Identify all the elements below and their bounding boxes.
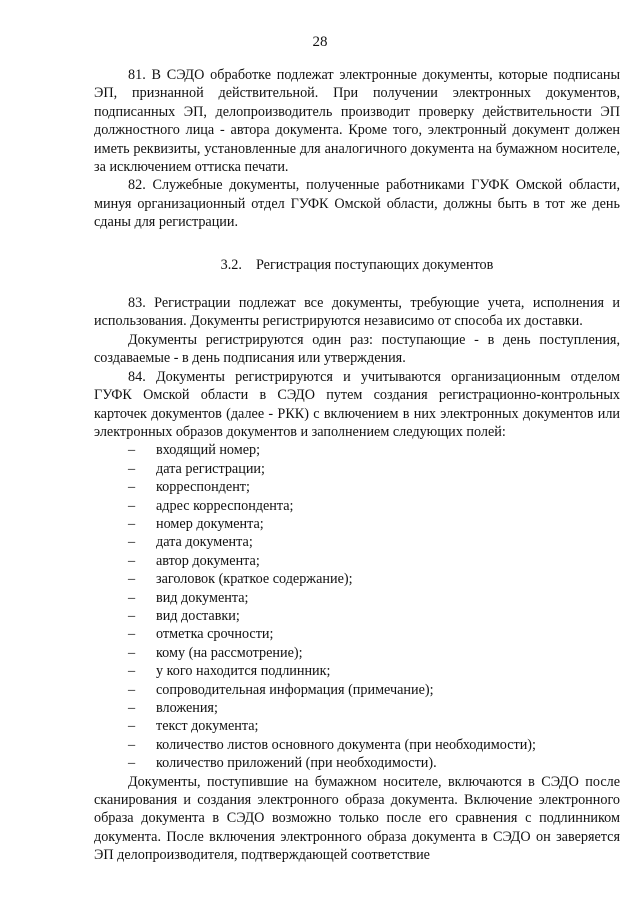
list-item: [94, 699, 620, 717]
list-item-text: у кого находится подлинник;: [156, 663, 331, 680]
list-item-text: вид документа;: [156, 589, 249, 606]
list-item: [94, 570, 620, 588]
dash-bullet: –: [128, 681, 136, 698]
dash-bullet: –: [128, 736, 136, 753]
list-item-text: кому (на рассмотрение);: [156, 644, 303, 661]
dash-bullet: –: [128, 479, 136, 496]
dash-bullet: –: [128, 607, 136, 624]
page-number: 28: [312, 34, 328, 50]
dash-bullet: –: [128, 755, 136, 772]
fields-list: [94, 441, 620, 772]
dash-bullet: –: [128, 442, 136, 459]
list-item: [94, 717, 620, 735]
paragraph-83-continued: Документы регистрируются один раз: поступающие - в день поступления, создаваемые - в день подписания или утверждения.: [94, 331, 620, 367]
paragraph-83: 83. Регистрации подлежат все документы, требующие учета, исполнения и использования. Документы регистрируются независимо от способа их доставки.: [94, 295, 620, 330]
paragraph-final: Документы, поступившие на бумажном носителе, включаются в СЭДО после сканирования и создания электронного образа документа. Включение электронного образа документа в СЭДО возможно только после его сравнения с подлинником документа. После включения электронного образа документа в СЭДО он заверяется ЭП делопроизводителя, подтверждающей соответствие: [94, 773, 620, 864]
list-item-text: адрес корреспондента;: [156, 497, 294, 514]
dash-bullet: –: [128, 534, 136, 551]
list-item-text: автор документа;: [156, 552, 260, 569]
list-item: [94, 497, 620, 515]
dash-bullet: –: [128, 571, 136, 588]
list-item-text: вложения;: [156, 700, 218, 716]
dash-bullet: –: [128, 700, 136, 716]
section-number: 3.2.: [220, 256, 242, 273]
section-heading: [94, 256, 620, 274]
dash-bullet: –: [128, 460, 136, 477]
list-item-text: количество листов основного документа (при необходимости);: [156, 736, 536, 753]
dash-bullet: –: [128, 552, 136, 569]
list-item: [94, 662, 620, 680]
list-item: [94, 441, 620, 459]
document-body: [94, 66, 620, 865]
paragraph-81: 81. В СЭДО обработке подлежат электронные документы, которые подписаны ЭП, признанной действительной. При получении электронных документов, подписанных ЭП, делопроизводитель производит проверку действительности ЭП должностного лица - автора документа. Кроме того, электронный документ должен иметь реквизиты, установленные для аналогичного документа на бумажном носителе, за исключением оттиска печати.: [94, 67, 620, 176]
paragraph-84: 84. Документы регистрируются и учитываются организационным отделом ГУФК Омской области в СЭДО путем создания регистрационно-контрольных карточек документов (далее - РКК) с включением в них электронных документов или электронных образов документов и заполнением следующих полей:: [94, 368, 620, 440]
dash-bullet: –: [128, 497, 136, 514]
list-item-text: дата документа;: [156, 534, 253, 551]
list-item: [94, 681, 620, 699]
list-item-text: сопроводительная информация (примечание);: [156, 681, 434, 698]
dash-bullet: –: [128, 718, 136, 735]
dash-bullet: –: [128, 644, 136, 661]
dash-bullet: –: [128, 663, 136, 680]
list-item: [94, 478, 620, 496]
dash-bullet: –: [128, 626, 136, 643]
list-item: [94, 533, 620, 551]
list-item-text: входящий номер;: [156, 442, 261, 459]
dash-bullet: –: [128, 515, 136, 532]
list-item: [94, 754, 620, 772]
section-title: Регистрация поступающих документов: [255, 256, 494, 273]
list-item: [94, 644, 620, 662]
list-item: [94, 552, 620, 570]
list-item-text: вид доставки;: [156, 607, 240, 624]
list-item-text: дата регистрации;: [156, 460, 265, 477]
list-item-text: отметка срочности;: [156, 626, 274, 643]
list-item: [94, 515, 620, 533]
paragraph-82: 82. Служебные документы, полученные работниками ГУФК Омской области, минуя организационный отдел ГУФК Омской области, должны быть в тот же день сданы для регистрации.: [94, 177, 620, 231]
list-item-text: корреспондент;: [156, 479, 250, 496]
list-item: [94, 460, 620, 478]
list-item-text: количество приложений (при необходимости).: [156, 755, 437, 772]
list-item: [94, 589, 620, 607]
list-item: [94, 736, 620, 754]
list-item-text: текст документа;: [156, 718, 259, 735]
list-item-text: заголовок (краткое содержание);: [156, 571, 353, 588]
list-item: [94, 607, 620, 625]
list-item-text: номер документа;: [156, 515, 264, 532]
dash-bullet: –: [128, 589, 136, 606]
list-item: [94, 625, 620, 643]
